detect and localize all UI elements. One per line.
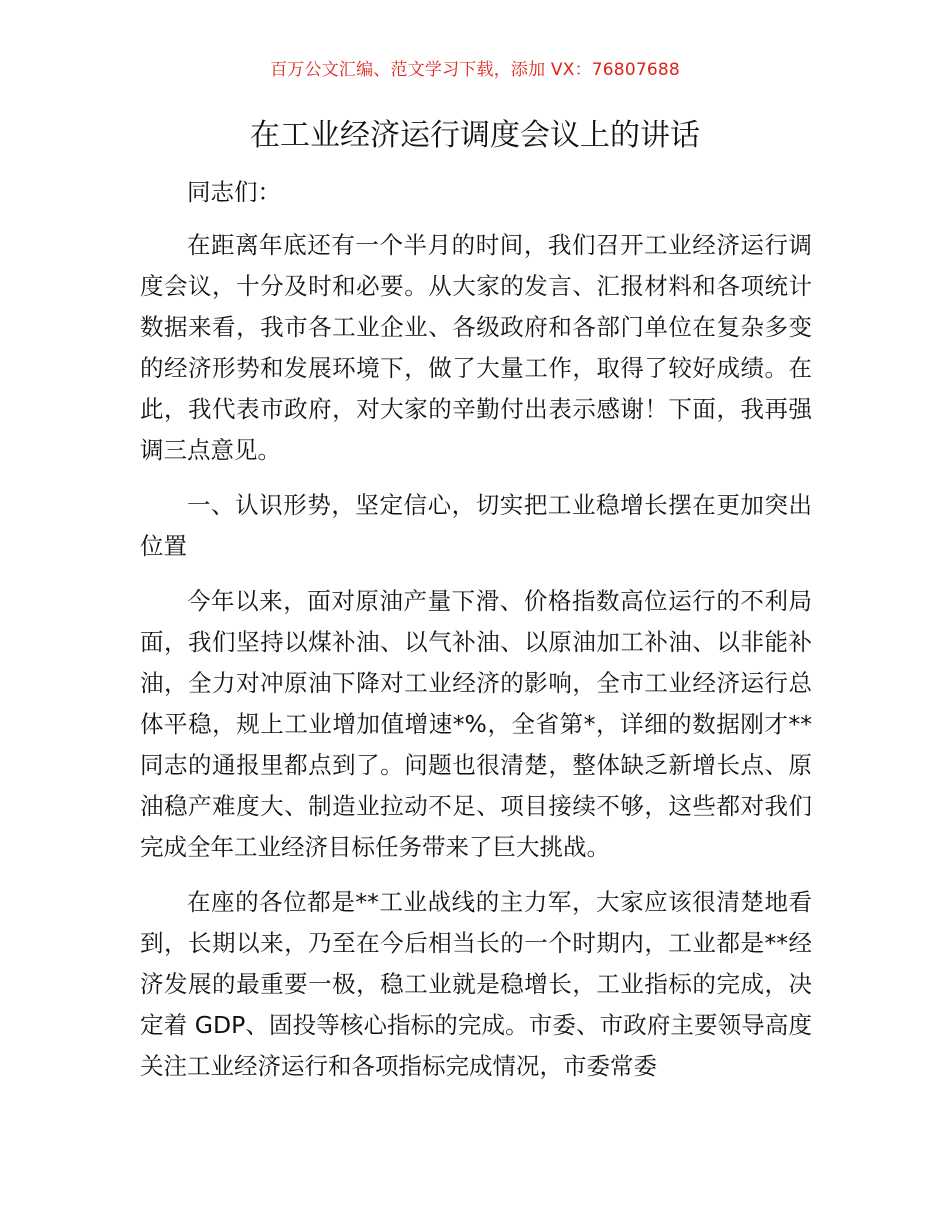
watermark-header: 百万公文汇编、范文学习下载，添加 VX：76807688: [270, 60, 680, 80]
paragraph-intro: 在距离年底还有一个半月的时间，我们召开工业经济运行调度会议，十分及时和必要。从大家的发言、汇报材料和各项统计数据来看，我市各工业企业、各级政府和各部门单位在复杂多变的经济形势和发展环境下，做了大量工作，取得了较好成绩。在此，我代表市政府，对大家的辛勤付出表示感谢！下面，我再强调三点意见。: [140, 231, 812, 464]
document-title: 在工业经济运行调度会议上的讲话: [250, 118, 700, 153]
paragraph-importance: 在座的各位都是**工业战线的主力军，大家应该很清楚地看到，长期以来，乃至在今后相当长的一个时期内，工业都是**经济发展的最重要一极，稳工业就是稳增长，工业指标的完成，决定着 GDP、固投等核心指标的完成。市委、市政府主要领导高度关注工业经济运行和各项指标完成情况，市委常委: [140, 888, 812, 1080]
salutation: 同志们：: [187, 178, 281, 206]
document-body: [140, 172, 812, 1101]
section-heading-1: 一、认识形势，坚定信心，切实把工业稳增长摆在更加突出位置: [140, 491, 812, 560]
paragraph-situation: 今年以来，面对原油产量下滑、价格指数高位运行的不利局面，我们坚持以煤补油、以气补油、以原油加工补油、以非能补油，全力对冲原油下降对工业经济的影响，全市工业经济运行总体平稳，规上工业增加值增速*%，全省第*，详细的数据刚才**同志的通报里都点到了。问题也很清楚，整体缺乏新增长点、原油稳产难度大、制造业拉动不足、项目接续不够，这些都对我们完成全年工业经济目标任务带来了巨大挑战。: [140, 587, 812, 861]
